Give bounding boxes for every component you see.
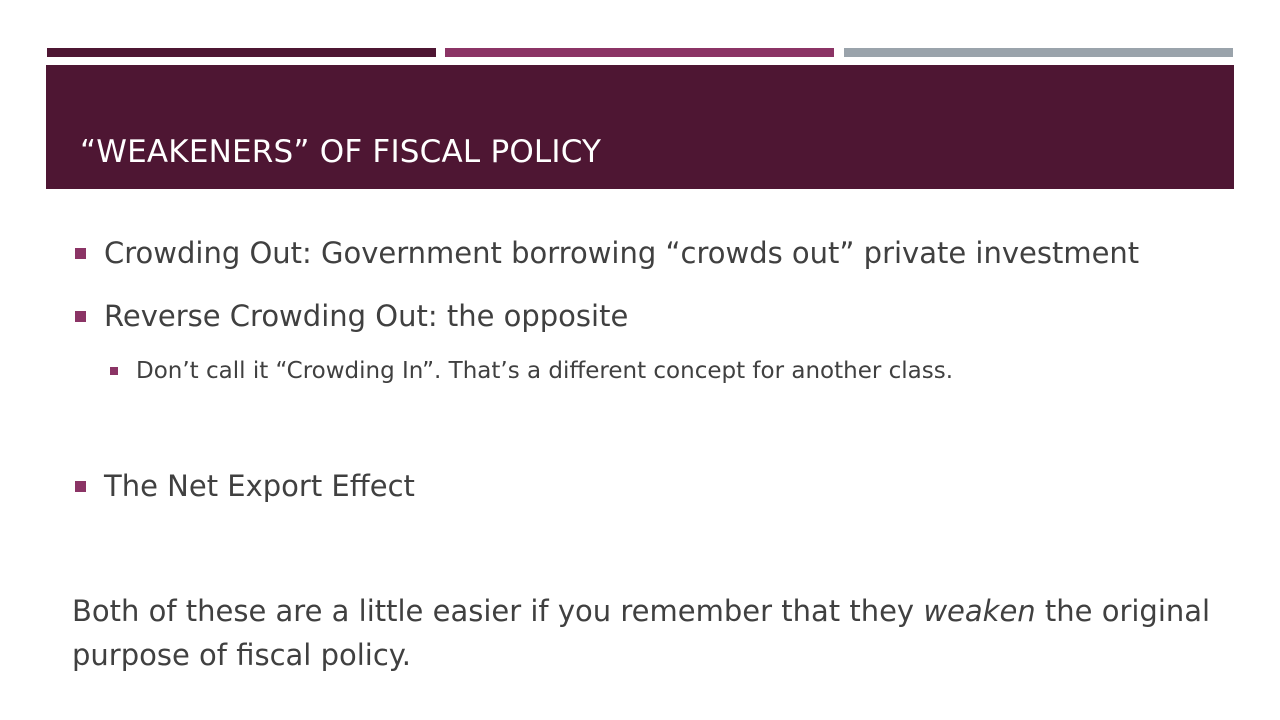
bullet-item xyxy=(75,469,415,503)
closing-emphasis: weaken xyxy=(923,594,1036,628)
sub-bullet-item xyxy=(110,358,953,384)
sub-bullet-text: Don’t call it “Crowding In”. That’s a different concept for another class. xyxy=(136,358,954,384)
square-bullet-icon xyxy=(110,367,118,375)
square-bullet-icon xyxy=(75,248,86,259)
bullet-item xyxy=(75,236,1139,270)
slide-title: “WEAKENERS” OF FISCAL POLICY xyxy=(80,134,602,170)
bullet-text: Crowding Out: Government borrowing “crowds out” private investment xyxy=(104,236,1140,270)
bullet-item xyxy=(75,299,628,333)
bullet-text: Reverse Crowding Out: the opposite xyxy=(104,299,629,333)
closing-text-start: Both of these are a little easier if you remember that they xyxy=(72,594,924,628)
bullet-text: The Net Export Effect xyxy=(104,469,415,503)
square-bullet-icon xyxy=(75,481,86,492)
closing-text-end: the original purpose of fiscal policy. xyxy=(72,594,1211,672)
square-bullet-icon xyxy=(75,311,86,322)
closing-paragraph xyxy=(72,589,1222,677)
